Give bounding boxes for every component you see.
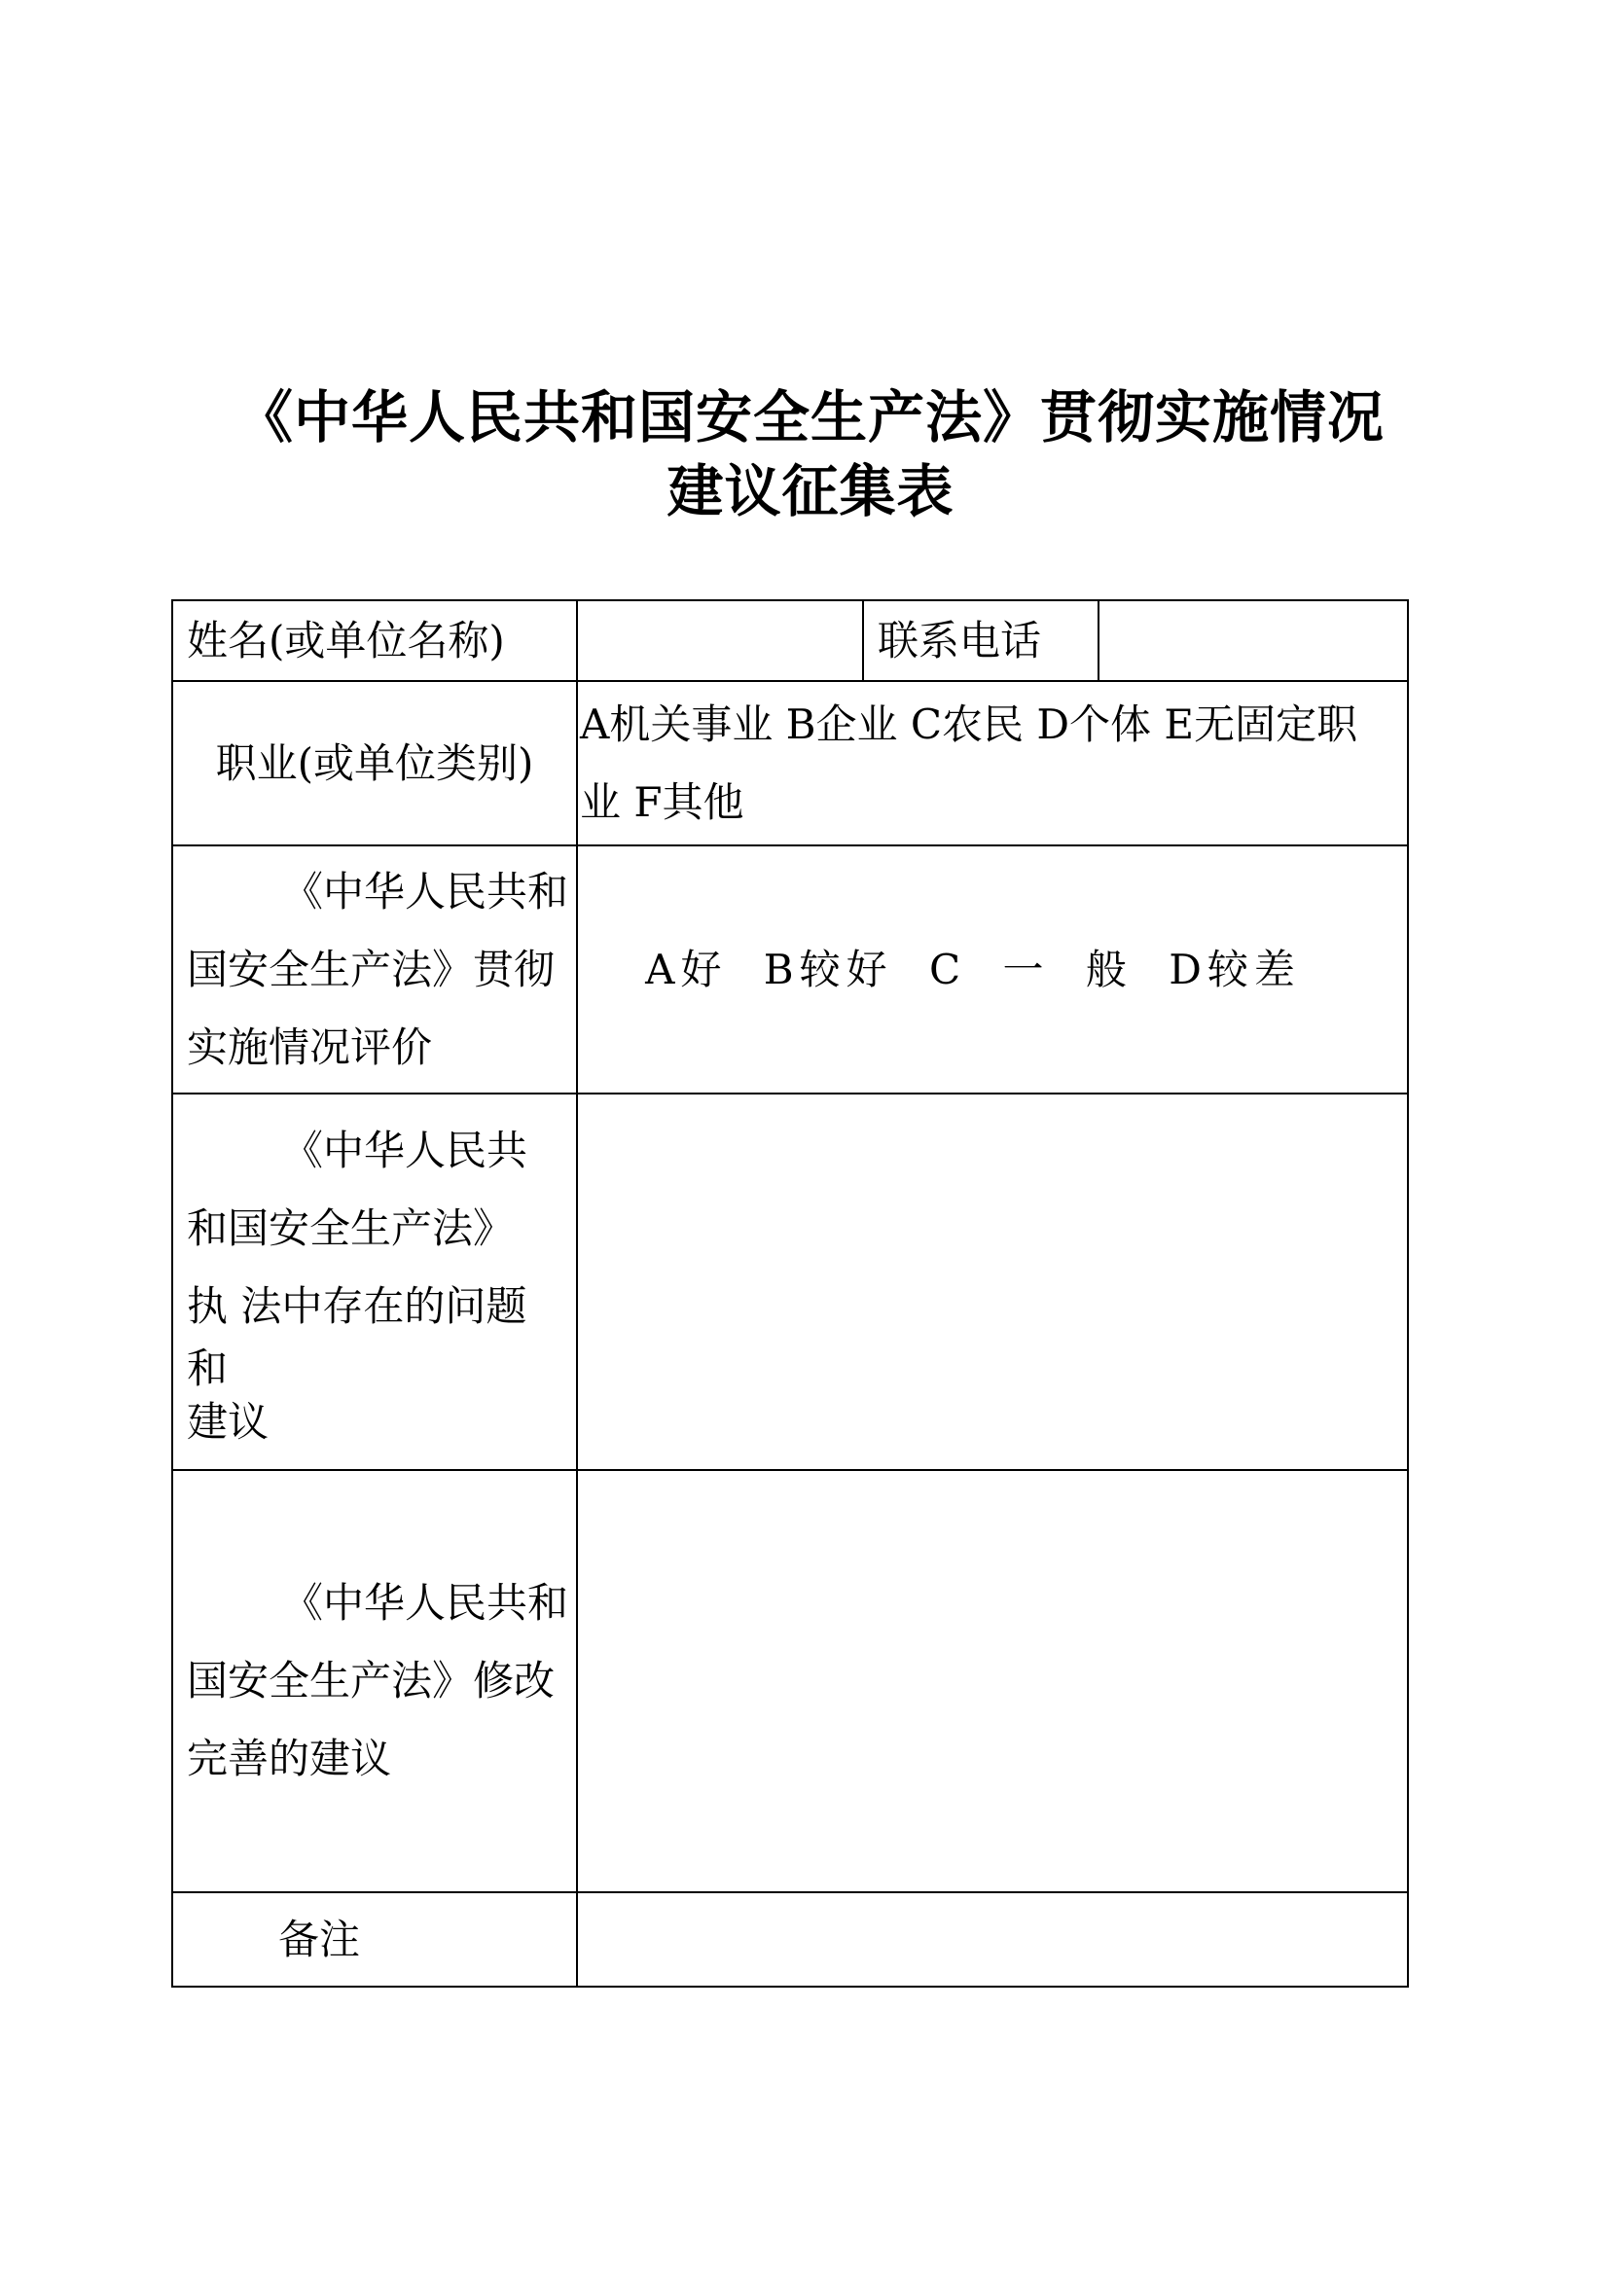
phone-field[interactable] <box>1099 600 1408 681</box>
form-row-occupation <box>172 681 1408 845</box>
name-label: 姓名(或单位名称) <box>172 600 577 681</box>
evaluation-label: 《中华人民共和国安全生产法》贯彻实施情况评价 <box>172 845 577 1094</box>
evaluation-options[interactable]: A好 B较好 C 一 般 D较差 <box>577 845 1408 1094</box>
revision-label: 《中华人民共和国安全生产法》修改完善的建议 <box>172 1470 577 1892</box>
form-row-problems <box>172 1094 1408 1470</box>
problems-label-line-1: 《中华人民共 <box>282 1126 528 1174</box>
form-row-remarks <box>172 1892 1408 1987</box>
problems-label-line-3: 执 法中存在的问题 <box>187 1281 527 1330</box>
form-row-revision <box>172 1470 1408 1892</box>
suggestion-form-table <box>171 599 1409 1988</box>
revision-field[interactable] <box>577 1470 1408 1892</box>
problems-label-line-2: 和国安全生产法》 <box>187 1203 515 1252</box>
problems-label-line-4: 和 <box>187 1344 229 1392</box>
problems-label <box>172 1094 577 1470</box>
remarks-field[interactable] <box>577 1892 1408 1987</box>
name-field[interactable] <box>577 600 863 681</box>
occupation-label: 职业(或单位类别) <box>172 681 577 845</box>
document-title-line-2: 建议征集表 <box>666 458 955 524</box>
problems-label-line-5: 建议 <box>187 1397 270 1446</box>
remarks-label: 备注 <box>172 1892 577 1987</box>
phone-label: 联系电话 <box>863 600 1099 681</box>
problems-field[interactable] <box>577 1094 1408 1470</box>
document-title-line-1: 《中华人民共和国安全生产法》贯彻实施情况 <box>235 384 1385 450</box>
occupation-options[interactable]: A机关事业 B企业 C农民 D个体 E无固定职业 F其他 <box>577 681 1408 845</box>
form-row-name <box>172 600 1408 681</box>
form-row-evaluation <box>172 845 1408 1094</box>
